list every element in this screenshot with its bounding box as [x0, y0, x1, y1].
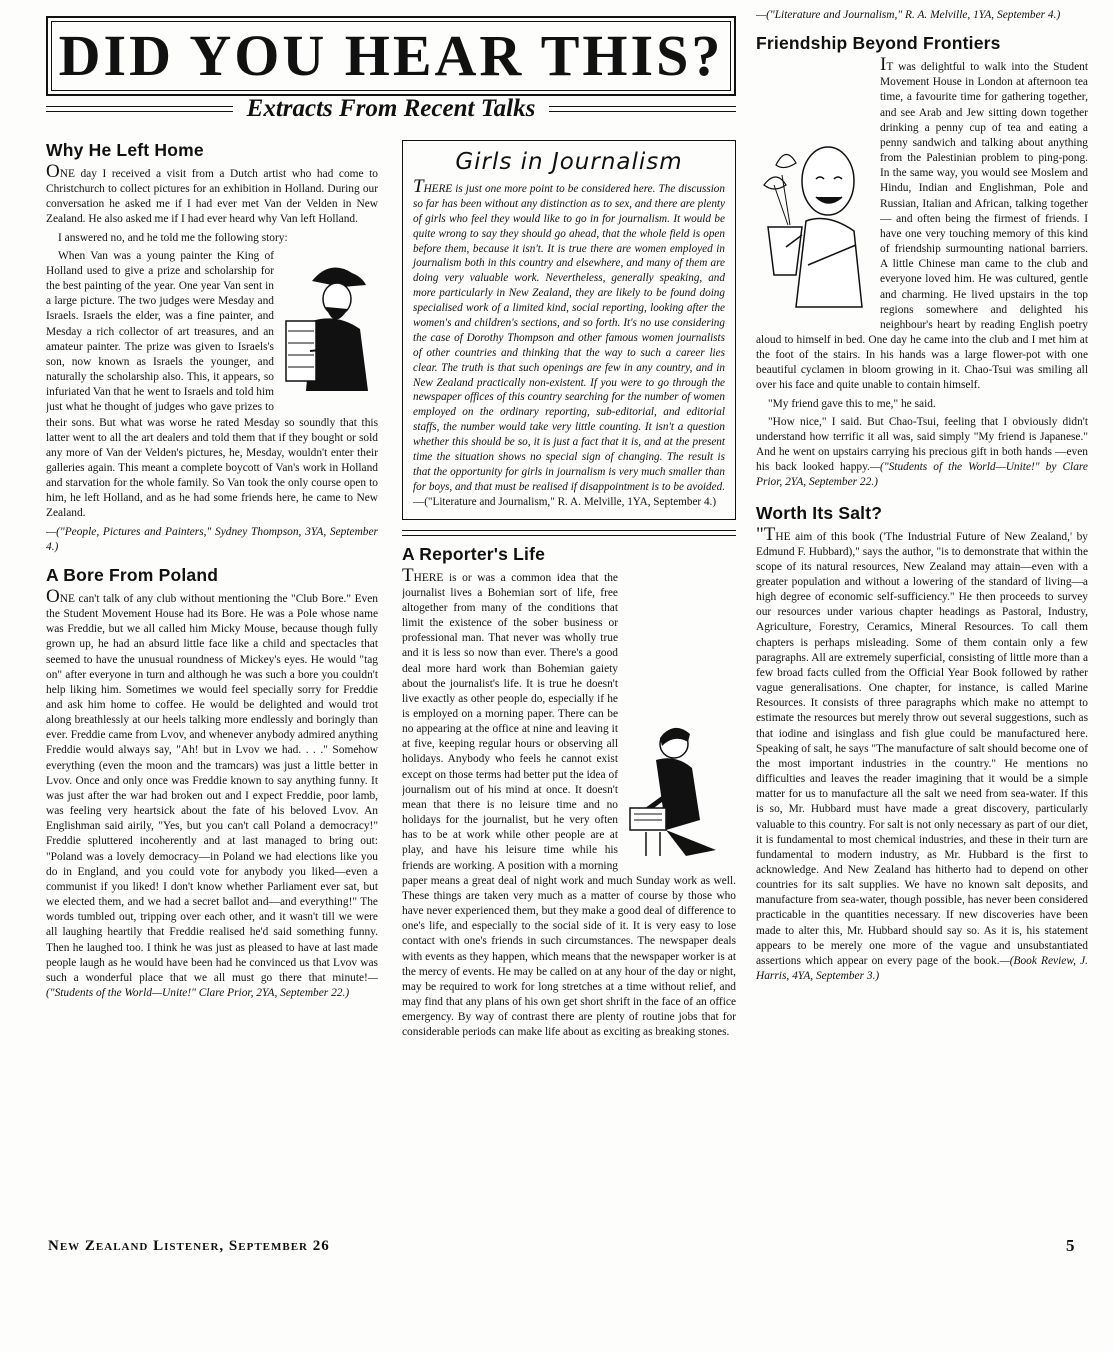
girls-in-journalism-box [402, 140, 736, 520]
right-column [756, 8, 1088, 1230]
article-why-he-left-home [46, 140, 378, 555]
subtitle-row [46, 94, 736, 124]
article-heading: Worth Its Salt? [756, 502, 883, 523]
article-citation: —("Literature and Journalism," R. A. Melville, 1YA, September 4.) [413, 495, 717, 508]
article-paragraph: IT was delightful to walk into the Student Movement House in London at afternoon tea time, a favourite time for gathering together, and see Arab and Jew sitting down together drinking a penny cup of tea and eating a penny sandwich and talking about anything from the Palestinian problem to ping-pong. In the same way, you would see Moslem and Hindu, Indian and Englishman, Pole and Russian, Italian and African, talking together — and often being the firmest of friends. I have one very touching memory of this kind of friendship surmounting national barriers. A little Chinese man came to the club and everyone loved him. He was cultured, gentle and charming. He lived upstairs in the top regions somewhere and delighted his neighbour's heart by reading English poetry aloud to himself in bed. One day he came into the club and I met him at the foot of the stairs. In his hands was a large flower-pot with one beautiful cyclamen in bloom growing in it. Chao-Tsui was smiling all over his face and quite unable to contain himself. [756, 54, 1088, 392]
article-heading: A Reporter's Life [402, 543, 546, 564]
middle-column [402, 140, 736, 1230]
article-citation: —("Students of the World—Unite!" Clare Prior, 2YA, September 22.) [46, 971, 378, 999]
article-friendship-beyond-frontiers [756, 33, 1088, 490]
article-bore-from-poland [46, 565, 378, 1001]
article-paragraph: I answered no, and he told me the following story: [58, 231, 288, 244]
page-subtitle: Extracts From Recent Talks [246, 95, 536, 122]
article-worth-its-salt [756, 503, 1088, 985]
typist-illustration [626, 720, 736, 865]
article-citation-continued: —("Literature and Journalism," R. A. Melville, 1YA, September 4.) [756, 9, 1061, 21]
article-citation: —(Book Review, J. Harris, 4YA, September 3.) [756, 954, 1088, 983]
article-paragraph: ONE can't talk of any club without mentioning the "Club Bore." Even the Student Movement House had its Bore. He was a Pole whose name was Freddie, but we all called him Micky Mouse, because though fully grown up, he had an absurd little face like a child and spectacles that seemed to have the unusual roundness of Mickey's eyes. He would "tag on" after everyone in turn and although he was such a bore you couldn't help liking him. Sometimes we would feel specially sorry for Freddie and ask him home to coffee. He would be delighted and would trot along breathlessly at our heels talking more endlessly and boringly than ever. Freddie came from Lvov, and whenever anybody admired anything Freddie would always say, "Ah! but in Lvov we had. . . ." Somehow everything (even the moon and the tramcars) was just a little better in Lvov. Once and only once was Freddie known to say anything funny. It was just after the war had broken out and I expect Freddie, poor lamb, was feeling very heartsick about the fate of his beloved Lvov. An Englishman said airily, "Yes, but you can't call Poland a democracy!" Freddie spluttered incoherently and at last managed to bring out: "Poland was a lovely democracy—in Poland we had elections like you do in England, and you could vote for anybody you liked—even a communist if you liked! I don't know whether Parliament ever sat, but we elected them, and we had a secret ballot and—and everything!" The words tumbled out, tripping over each other, and it wasn't till we were all laughing heartily that Freddie realised he'd said something funny. Then he laughed too. I think he was just as pleased to have at last made people laugh as he would have been had he convinced us that Lvov was such a wonderful place that we all must go there that minute!—("Students of the World—Unite!" Clare Prior, 2YA, September 22.) [46, 585, 378, 999]
box-heading: Girls in Journalism [455, 149, 683, 175]
section-rule [402, 530, 736, 536]
article-citation: —("Students of the World—Unite!" by Clare Prior, 2YA, September 22.) [756, 461, 1088, 489]
masthead-box [46, 16, 736, 96]
article-paragraph: THERE is just one more point to be considered here. The discussion so far has been without any distinction as to sex, and there are plenty of girls who feel they would like to go in for journalism. It would be quite wrong to say they should go ahead, that the whole field is open before them, because it isn't. It is true there are women employed in journalism both in this country and elsewhere, and many of them are doing very valuable work. Nevertheless, generally speaking, and more particularly in New Zealand, they are likely to be found doing specialised work of a limited kind, social reporting, looking after the women's and children's sections, and so forth. It's no use considering the case of Dorothy Thompson and other famous women journalists of other countries and thinking that the way to such a career lies clear. The truth is that such openings are few in any country, and in New Zealand practically non-existent. If you were to go through the newspaper offices of this country searching for the number of women employed on the ordinary reporting, sub-editorial, and editorial staffs, the number would take very little counting. It isn't a question whether this should be so, it is just a fact that it is, and at the present time the situation shows no special sign of changing. The result is that the opportunity for girls in journalism is very much smaller than for boys, and that must be realised if disappointment is to be avoided.—("Literature and Journalism," R. A. Melville, 1YA, September 4.) [413, 176, 725, 508]
article-paragraph: When Van was a young painter the King of Holland used to give a prize and scholarship for the best painting of the year. One year Van sent in a large picture. The two judges were Mesday and Israels. Israels the elder, was a fine painter, and Mesday a rich collector of art treasures, and an amateur painter. The prize was given to Israels's son, now known as Israels the younger, and naturally the scholarship also. This, it appears, so infuriated Van that he went to Israels and told him just what he thought of judges who gave prizes to their sons. But what was worse he rated Mesday so soundly that this latter went to all the art dealers and told them that if they bought or sold any more of Van der Velden's pictures, he, Mesday, wouldn't enter their galleries again. This meant a complete boycott of Van's work in Holland and starvation for the whole family. So Van took the only course open to him, he left Holland, and as he had some friends here, he came to New Zealand. [46, 249, 378, 520]
article-heading: A Bore From Poland [46, 564, 219, 585]
article-paragraph: THERE is or was a common idea that the journalist lives a Bohemian sort of life, free altogether from many of the conditions that limit the existence of the sober business or professional man. That never was wholly true and it is less so now than ever. There's a good deal more hard work than Bohemian gaiety about the journalist's life. It is true he doesn't live exactly as other people do, especially if he is employed on a morning paper. There can be no appearing at the office at nine and leaving it at five, keeping regular hours or observing all holidays. Anybody who feels he cannot exist except on those terms had better put the idea of journalism out of his mind at once. It doesn't mean that there is no leisure time and no holidays for the journalist, but he very often has to be at work while other people are at play, and have his leisure time while his friends are working. A position with a morning paper means a great deal of night work and much Sunday work as well. These things are taken very much as a matter of course by those who have never experienced them, but they make a good deal of difference to one's life, and especially to the social side of it. It is very easy to lose contact with one's friends in such circumstances. The newspaper deals with events as they happen, which means that the newspaper worker is at the mercy of events. He may be called on at any hour of the day or night, may be required to work for long stretches at a time without relief, and may find that any plans of his own get short shrift in the face of an office emergency. By way of contrast there are plenty of routine jobs that for considerable periods can make life about as exciting as breaking stones. [402, 564, 736, 1039]
article-paragraph: "THE aim of this book ('The Industrial Future of New Zealand,' by Edmund F. Hubbard)," says the author, "is to demonstrate that within the scope of its natural resources, New Zealand may attain—even with a greater population and without a lowering of the standard of living—a high degree of economic self-sufficiency." He then proceeds to survey our resources under various chapter headings as Pastoral, Industry, Agriculture, Forestry, Ceramics, Mineral Resources. To call them chapters is perhaps misleading. Some of them contain only a few paragraphs. All are extremely superficial, consisting of little more than a few broad facts culled from the Official Year Book followed by rather vague generalisations. One chapter, for instance, is called Marine Resources. It consists of three paragraphs which make no attempt to estimate the resources but merely throw out several suggestions, such as that iodine and isinglass and fish glue could be manufactured here. Speaking of salt, he says "The manufacture of salt should become one of the most important industries in the country." He mentions no difficulties and leaves the reader imagining that it would be a simple matter for us to manufacture all the salt we need from sea-water. If this is so, Mr. Hubbard must have made a great discovery, particularly valuable to this country. For salt is not only necessary as part of our diet, it is fundamental to most chemical industries, and these in their turn are fundamental to modern industry, as Mr. Hubbard is the first to acknowledge. And New Zealand has hitherto had to depend on other countries for its salt supplies. We have no known salt deposits, and manufacture from sea-water, though possible, has never been considered practicable in the quantities necessary. If new discoveries have been made to alter this, Mr. Hubbard should say so. As it is, his statement appears to be merely one more of the vague and unsubstantiated assertions which appear on every page of the book.—(Book Review, J. Harris, 4YA, September 3.) [756, 523, 1088, 983]
publication-footer: New Zealand Listener, September 26 [48, 1238, 330, 1254]
article-citation: —("People, Pictures and Painters," Sydney Thompson, 3YA, September 4.) [46, 525, 378, 553]
article-paragraph: "How nice," I said. But Chao-Tsui, feeling that I obviously didn't understand how terrific it all was, said simply "My friend is Japanese." And he went on upstairs carrying his precious gift in both hands —even his back looked happy.—("Students of the World—Unite!" by Clare Prior, 2YA, September 22.) [756, 415, 1088, 489]
left-double-rule [46, 106, 233, 112]
page-number: 5 [1066, 1236, 1075, 1255]
article-heading: Friendship Beyond Frontiers [756, 33, 1001, 54]
right-double-rule [549, 106, 736, 112]
chinese-man-illustration [756, 135, 872, 320]
painter-illustration [282, 251, 378, 406]
left-column [46, 136, 378, 1230]
article-reporters-life [402, 544, 736, 1041]
article-paragraph: "My friend gave this to me," he said. [768, 397, 936, 410]
article-paragraph: ONE day I received a visit from a Dutch artist who had come to Christchurch to collect pictures for an exhibition in Holland. During our conversation he asked me if I had ever met Van der Velden in New Zealand. He also asked me if I had ever heard why Van left Holland. [46, 161, 378, 226]
article-heading: Why He Left Home [46, 140, 204, 160]
page-title: DID YOU HEAR THIS? [58, 23, 724, 88]
